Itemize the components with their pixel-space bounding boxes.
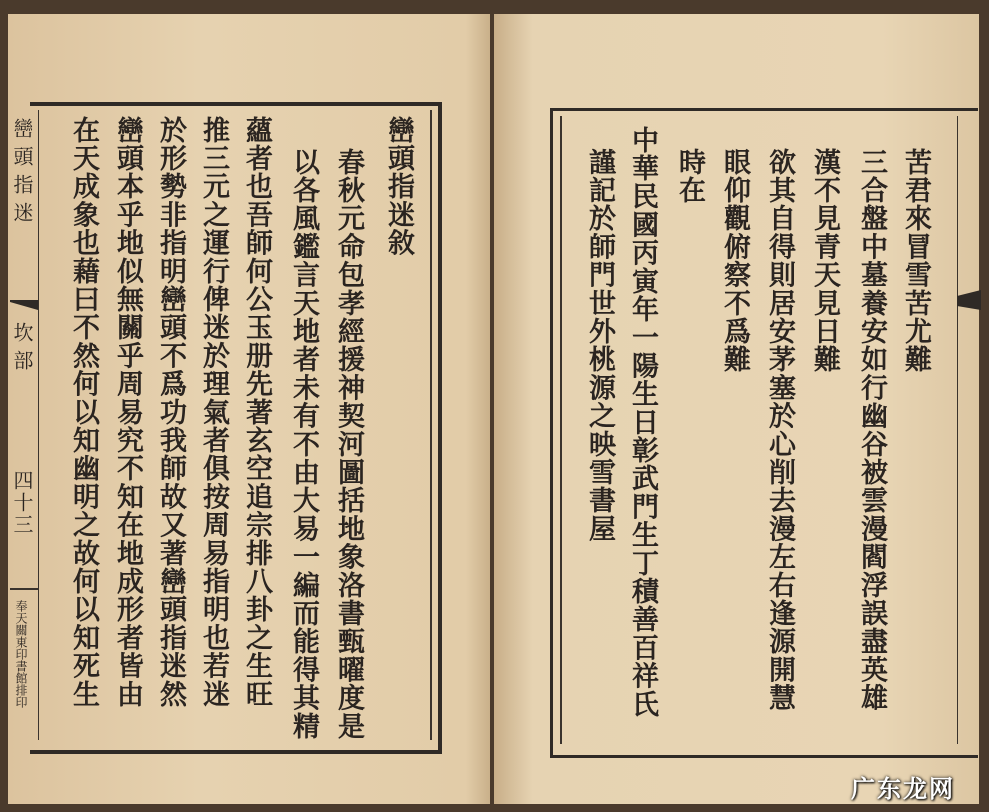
text-column: 中華民國丙寅年一陽生日彰武門生丁積善百祥氏 bbox=[627, 126, 658, 719]
text-column: 時在 bbox=[674, 148, 705, 205]
text-column: 漢不見青天見日難 bbox=[809, 148, 840, 374]
text-column: 蘊者也吾師何公玉册先著玄空追宗排八卦之生旺 bbox=[241, 116, 272, 709]
margin-title: 巒頭指迷 bbox=[10, 118, 34, 230]
text-column: 在天成象也藉曰不然何以知幽明之故何以知死生 bbox=[68, 116, 99, 709]
text-column: 眼仰觀俯察不爲難 bbox=[719, 148, 750, 374]
text-column: 春秋元命包孝經援神契河圖括地象洛書甄曜度是 bbox=[333, 148, 364, 741]
margin-page-number: 四十三 bbox=[10, 470, 34, 536]
text-column: 三合盤中墓養安如行幽谷被雲漫閻浮誤盡英雄 bbox=[856, 148, 887, 712]
inner-rule bbox=[430, 110, 432, 740]
text-column: 以各風鑑言天地者未有不由大易一編而能得其精 bbox=[288, 148, 319, 741]
inner-rule bbox=[560, 116, 562, 744]
margin-printer: 奉天關東印書館排印 bbox=[14, 600, 28, 708]
text-column: 於形勢非指明巒頭不爲功我師故又著巒頭指迷然 bbox=[155, 116, 186, 709]
text-column: 巒頭本乎地似無關乎周易究不知在地成形者皆由 bbox=[112, 116, 143, 709]
margin-divider bbox=[38, 110, 39, 740]
heading: 巒頭指迷敘 bbox=[383, 116, 414, 257]
text-column: 謹記於師門世外桃源之映雪書屋 bbox=[584, 148, 615, 543]
margin-section: 坎部 bbox=[10, 322, 34, 378]
text-column: 苦君來冒雪苦尤難 bbox=[900, 148, 931, 374]
margin-rule bbox=[10, 588, 38, 590]
text-column: 欲其自得則居安茅塞於心削去漫左右逢源開慧 bbox=[764, 148, 795, 712]
watermark: 广东龙网 bbox=[851, 774, 955, 803]
margin-divider bbox=[957, 116, 958, 744]
text-column: 推三元之運行俾迷於理氣者俱按周易指明也若迷 bbox=[198, 116, 229, 709]
